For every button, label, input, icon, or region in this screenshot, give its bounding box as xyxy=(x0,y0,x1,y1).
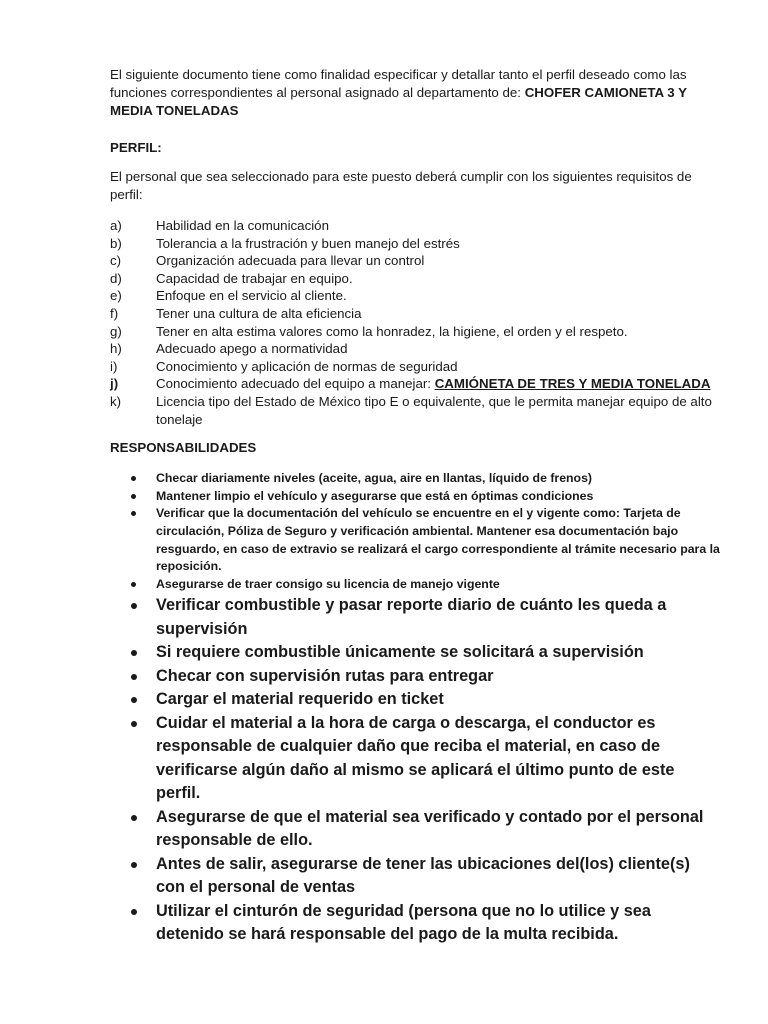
perfil-intro: El personal que sea seleccionado para este puesto deberá cumplir con los siguientes requisitos de perfil: xyxy=(110,169,692,202)
list-item-text: Tener en alta estima valores como la honradez, la higiene, el orden y el respeto. xyxy=(156,323,628,339)
list-marker: h) xyxy=(110,341,122,357)
list-marker: j) xyxy=(110,376,119,392)
list-marker: d) xyxy=(110,270,122,286)
list-item xyxy=(110,641,720,665)
list-item-text: Adecuado apego a normatividad xyxy=(156,341,348,357)
bullet-icon xyxy=(131,697,137,703)
list-marker: f) xyxy=(110,305,119,321)
list-item xyxy=(110,323,720,341)
list-item-text: Cargar el material requerido en ticket xyxy=(156,690,444,709)
list-item-text: Verificar que la documentación del vehículo se encuentre en el y vigente como: Tarjeta de circulación, Póliza de Seguro y verificación ambiental. Mantener esa documentación bajo resguardo, en caso de extravio se realizará el cargo correspondiente al trámite necesario para la reposición. xyxy=(156,506,720,574)
responsibilities-list-small xyxy=(110,470,720,593)
list-item xyxy=(110,900,720,947)
list-marker: i) xyxy=(110,358,118,374)
list-item-text: Si requiere combustible únicamente se solicitará a supervisión xyxy=(156,643,644,662)
list-item-text: Licencia tipo del Estado de México tipo E o equivalente, que le permita manejar equipo de alto tonelaje xyxy=(156,393,712,427)
list-item-text: Organización adecuada para llevar un control xyxy=(156,253,425,269)
list-item-text: Utilizar el cinturón de seguridad (persona que no lo utilice y sea detenido se hará responsable del pago de la multa recibida. xyxy=(156,901,651,944)
list-item-text: Cuidar el material a la hora de carga o descarga, el conductor es responsable de cualquier daño que reciba el material, en caso de verificarse algún daño al mismo se aplicará el último punto de este perfil. xyxy=(156,713,675,803)
bullet-icon xyxy=(131,603,137,609)
list-item-text: Verificar combustible y pasar reporte diario de cuánto les queda a supervisión xyxy=(156,596,667,638)
list-marker: a) xyxy=(110,218,122,233)
vehicle-emphasis: CAMIÓNETA DE TRES Y MEDIA TONELADA xyxy=(434,376,711,392)
list-item xyxy=(110,665,720,689)
bullet-icon xyxy=(131,494,136,499)
list-marker: b) xyxy=(110,235,122,251)
list-item xyxy=(110,470,720,488)
list-item-text: Enfoque en el servicio al cliente. xyxy=(156,288,347,304)
list-item xyxy=(110,393,720,428)
list-item-text: Asegurarse de que el material sea verificado y contado por el personal responsable de ello. xyxy=(156,807,704,850)
list-item-text: Checar con supervisión rutas para entregar xyxy=(156,666,494,685)
bullet-icon xyxy=(131,674,137,680)
list-marker: c) xyxy=(110,253,122,269)
bullet-icon xyxy=(131,650,137,656)
list-item-text: Asegurarse de traer consigo su licencia de manejo vigente xyxy=(156,576,500,591)
list-item-text: Mantener limpio el vehículo y asegurarse que está en óptimas condiciones xyxy=(156,488,594,503)
responsabilidades-heading: RESPONSABILIDADES xyxy=(110,440,257,456)
bullet-icon xyxy=(131,862,137,868)
list-marker: g) xyxy=(110,323,122,339)
requirements-list xyxy=(110,217,720,428)
list-item xyxy=(110,712,720,806)
bullet-icon xyxy=(131,511,136,516)
list-item xyxy=(110,217,720,235)
bullet-icon xyxy=(131,815,137,821)
list-item xyxy=(110,688,720,712)
list-item-text: Checar diariamente niveles (aceite, agua, aire en llantas, líquido de frenos) xyxy=(156,471,593,486)
list-item xyxy=(110,235,720,253)
list-item xyxy=(110,576,720,594)
department-name: CHOFER CAMIONETA 3 Y MEDIA TONELADAS xyxy=(110,85,687,118)
list-item-text: Antes de salir, asegurarse de tener las ubicaciones del(los) cliente(s) con el personal de ventas xyxy=(156,854,690,897)
list-item xyxy=(110,505,720,575)
list-item xyxy=(110,340,720,358)
intro-text: El siguiente documento tiene como finalidad especificar y detallar tanto el perfil deseado como las funciones correspondientes al personal asignado al departamento de: xyxy=(110,67,687,100)
list-item-text: Tener una cultura de alta eficiencia xyxy=(156,305,362,321)
list-item-text: Conocimiento y aplicación de normas de seguridad xyxy=(156,358,458,374)
responsibilities-list-large xyxy=(110,594,720,947)
list-item xyxy=(110,287,720,305)
bullet-icon xyxy=(131,582,136,587)
perfil-heading: PERFIL: xyxy=(110,140,162,155)
list-item xyxy=(110,806,720,853)
list-item-text: Capacidad de trabajar en equipo. xyxy=(156,270,353,286)
list-item-text: Habilidad en la comunicación xyxy=(156,218,329,233)
list-item xyxy=(110,594,720,641)
list-item-text: Tolerancia a la frustración y buen manejo del estrés xyxy=(156,235,460,251)
list-item xyxy=(110,270,720,288)
list-item-text: Conocimiento adecuado del equipo a manejar: xyxy=(156,376,435,392)
list-item xyxy=(110,358,720,376)
list-item xyxy=(110,375,720,393)
bullet-icon xyxy=(131,909,137,915)
list-item xyxy=(110,488,720,506)
list-marker: k) xyxy=(110,393,122,409)
intro-paragraph xyxy=(110,66,720,120)
list-item xyxy=(110,305,720,323)
bullet-icon xyxy=(131,476,136,481)
list-item xyxy=(110,853,720,900)
document-page xyxy=(110,66,720,947)
list-item xyxy=(110,252,720,270)
bullet-icon xyxy=(131,721,137,727)
list-marker: e) xyxy=(110,288,122,304)
